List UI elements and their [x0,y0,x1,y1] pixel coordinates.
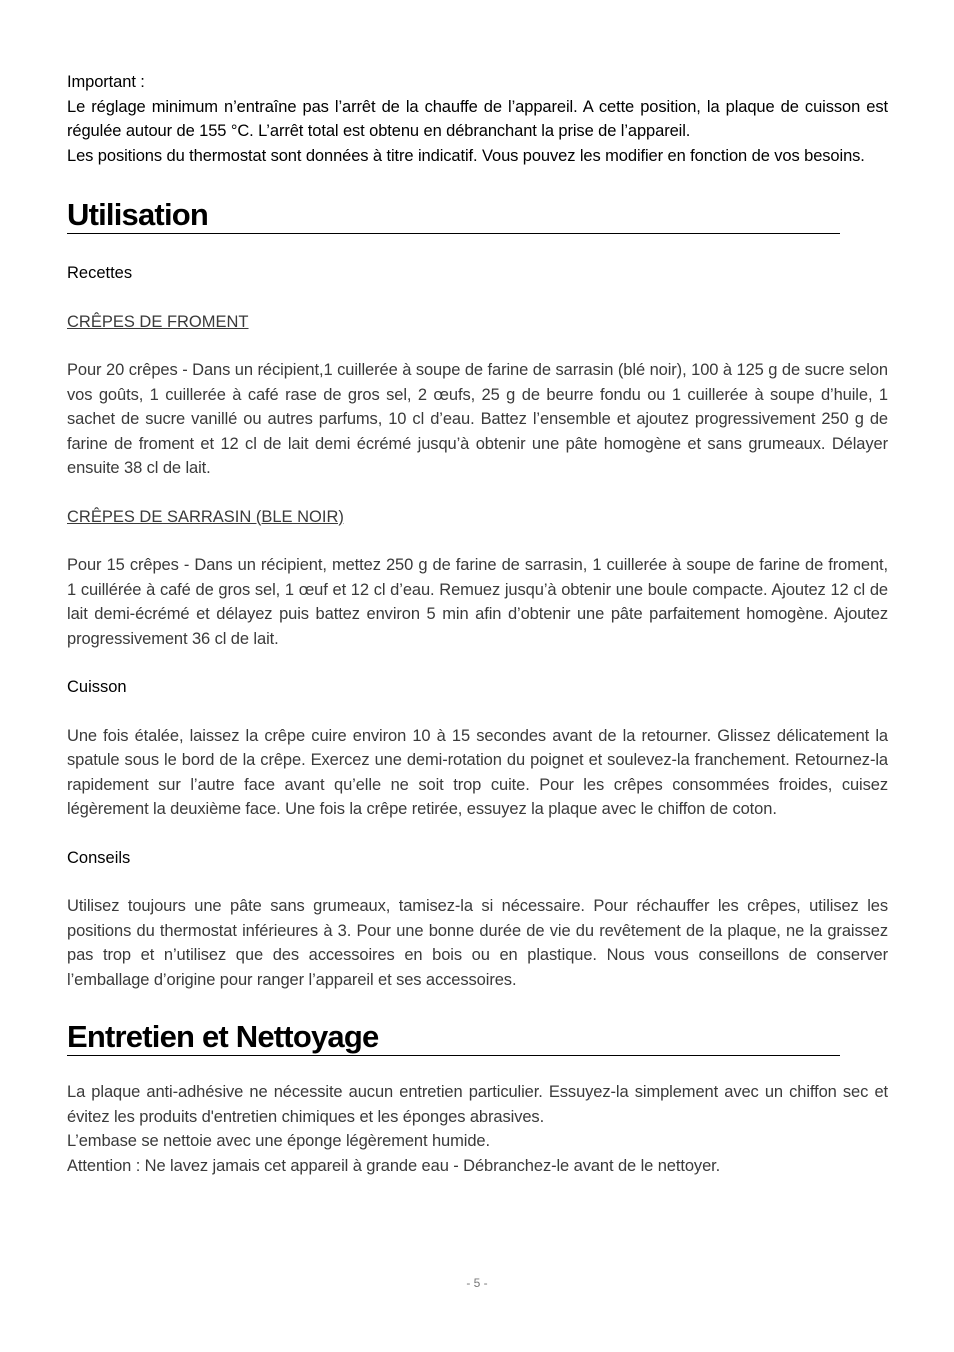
subheading-recettes: Recettes [67,264,133,282]
document-page [67,70,888,1178]
page-number: - 5 - [466,1276,488,1290]
important-label: Important : [67,73,145,91]
entretien-paragraph-2: L’embase se nettoie avec une éponge légèrement humide. [67,1132,490,1150]
subheading-cuisson: Cuisson [67,678,127,696]
recipe-text-froment: Pour 20 crêpes - Dans un récipient,1 cuillerée à soupe de farine de sarrasin (blé noir), 100 à 125 g de sucre selon vos goûts, 1 cuillerée à café rase de gros sel, 2 œufs, 25 g de beurre fondu ou 1 cuillerée à soupe d’huile, 1 sachet de sucre vanillé ou autres parfums, 10 cl d’eau. Battez l’ensemble et ajoutez progressivement 250 g de farine de froment et 12 cl de lait demi écrémé jusqu’à obtenir une pâte homogène et sans grumeaux. Délayer ensuite 38 cl de lait. [67,361,888,477]
subheading-conseils: Conseils [67,848,131,867]
conseils-text: Utilisez toujours une pâte sans grumeaux, tamisez-la si nécessaire. Pour réchauffer les crêpes, utilisez les positions du thermostat inférieures à 3. Pour une bonne durée de vie du revêtement de la plaque, ne la graissez pas trop et n’utilisez que des accessoires en bois ou en plastique. Nous vous conseillons de conserver l’emballage d’origine pour ranger l’appareil et ses accessoires. [67,897,888,989]
section-heading-entretien: Entretien et Nettoyage [67,1019,840,1056]
recipe-text-sarrasin: Pour 15 crêpes - Dans un récipient, mettez 250 g de farine de sarrasin, 1 cuillerée à soupe de farine de froment, 1 cuillérée à café de gros sel, 1 œuf et 12 cl d’eau. Remuez jusqu’à obtenir une boule compacte. Ajoutez 12 cl de lait demi-écrémé et délayez puis battez environ 5 min afin d’obtenir une pâte parfaitement homogène. Ajoutez progressivement 36 cl de lait. [67,556,888,648]
important-paragraph-1: Le réglage minimum n’entraîne pas l’arrêt de la chauffe de l’appareil. A cette position, la plaque de cuisson est régulée autour de 155 °C. L’arrêt total est obtenu en débranchant la prise de l’appareil. [67,97,888,140]
important-paragraph-2: Les positions du thermostat sont données à titre indicatif. Vous pouvez les modifier en fonction de vos besoins. [67,146,865,165]
recipe-title-sarrasin: CRÊPES DE SARRASIN (BLE NOIR) [67,507,344,526]
cuisson-text: Une fois étalée, laissez la crêpe cuire environ 10 à 15 secondes avant de la retourner. Glissez délicatement la spatule sous le bord de la crêpe. Exercez une demi-rotation du poignet et soulevez-la franchement. Retournez-la rapidement sur l’autre face avant qu’elle ne soit trop cuite. Pour les crêpes consommées froides, cuisez légèrement la deuxième face. Une fois la crêpe retirée, essuyez la plaque avec le chiffon de coton. [67,726,888,818]
entretien-paragraph-3: Attention : Ne lavez jamais cet appareil à grande eau - Débranchez-le avant de le nettoyer. [67,1156,721,1175]
recipe-title-froment: CRÊPES DE FROMENT [67,312,249,331]
entretien-paragraph-1: La plaque anti-adhésive ne nécessite aucun entretien particulier. Essuyez-la simplement avec un chiffon sec et évitez les produits d'entretien chimiques et les éponges abrasives. [67,1083,888,1126]
section-heading-utilisation: Utilisation [67,197,840,234]
